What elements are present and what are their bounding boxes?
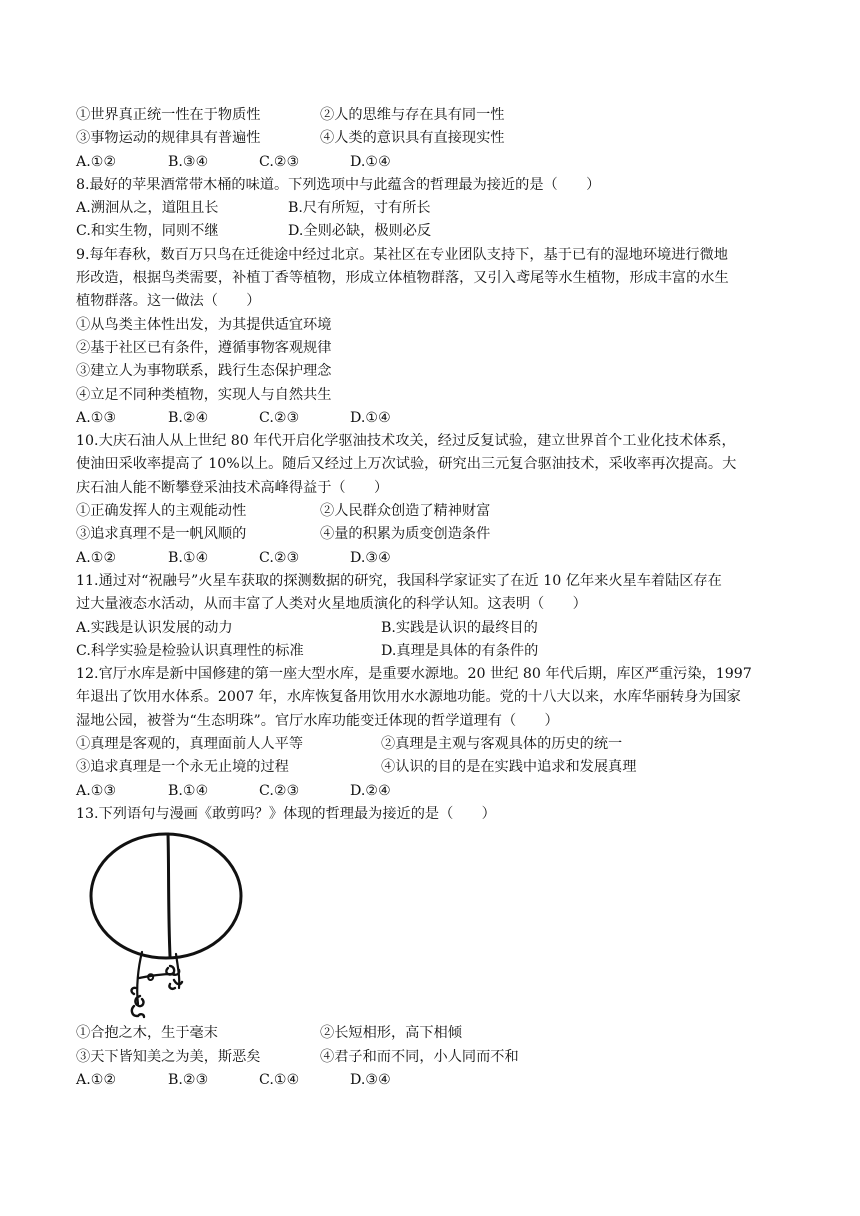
q13-option-4: ④君子和而不同，小人同而不和: [320, 1048, 519, 1065]
q12-answer-b: B.①④: [168, 782, 209, 799]
q11-choices-row-2: [76, 640, 796, 663]
q10-answers: [76, 547, 796, 570]
q13-option-3: ③天下皆知美之为美，斯恶矣: [76, 1048, 261, 1065]
q9-answer-b: B.②④: [168, 409, 209, 426]
cartoon-balloon-drawing: [84, 828, 254, 1022]
q7-answer-b: B.③④: [168, 153, 209, 170]
exam-page: [76, 104, 796, 1092]
q12-stem-2: 年退出了饮用水体系。2007 年，水库恢复备用饮用水水源地功能。党的十八大以来，水库华丽转身为国家: [76, 689, 741, 706]
q10-answer-a: A.①②: [76, 549, 117, 566]
q7-option-2: ②人的思维与存在具有同一性: [320, 107, 505, 123]
q13-option-2: ②长短相形，高下相倾: [320, 1025, 462, 1042]
q7-options-row-2: [76, 127, 796, 150]
q9-stem-3: 植物群落。这一做法（ ）: [76, 293, 261, 310]
q10-option-1: ①正确发挥人的主观能动性: [76, 503, 247, 520]
q13-answer-a: A.①②: [76, 1071, 117, 1088]
q7-option-3: ③事物运动的规律具有普遍性: [76, 130, 261, 147]
q9-answer-d: D.①④: [350, 409, 391, 426]
q9-option-1: ①从鸟类主体性出发，为其提供适宜环境: [76, 316, 332, 333]
q12-option-4: ④认识的目的是在实践中追求和发展真理: [381, 759, 637, 776]
q13-stem: 13.下列语句与漫画《敢剪吗？》体现的哲理最为接近的是（ ）: [76, 805, 496, 822]
q13-answer-c: C.①④: [259, 1071, 300, 1088]
cartoon-circle-outline: [91, 834, 241, 958]
q12-answers: [76, 780, 796, 803]
q13-answer-d: D.③④: [350, 1071, 391, 1088]
q7-answer-c: C.②③: [259, 153, 300, 170]
q10-option-3: ③追求真理不是一帆风顺的: [76, 526, 247, 543]
q8-choice-a: A.溯洄从之，道阻且长: [76, 200, 219, 217]
q7-answer-a: A.①②: [76, 153, 117, 170]
q11-choices-row-1: [76, 617, 796, 640]
q12-stem-1: 12.官厅水库是新中国修建的第一座大型水库，是重要水源地。20 世纪 80 年代后期，库区严重污染，1997: [76, 666, 752, 683]
q9-answers: [76, 407, 796, 430]
q8-choices-row-2: [76, 220, 796, 243]
q10-answer-d: D.③④: [350, 549, 391, 566]
q10-stem-1: 10.大庆石油人从上世纪 80 年代开启化学驱油技术攻关，经过反复试验，建立世界首个工业化技术体系，: [76, 433, 736, 450]
q8-choice-b: B.尺有所短，寸有所长: [288, 200, 431, 217]
q9-answer-a: A.①③: [76, 409, 117, 426]
q10-options-row-2: [76, 523, 796, 546]
q8-choice-d: D.全则必缺，极则必反: [288, 223, 432, 240]
q10-stem-2: 使油田采收率提高了 10%以上。随后又经过上万次试验，研究出三元复合驱油技术，采收率再次提高。大: [76, 456, 737, 473]
q12-answer-c: C.②③: [259, 782, 300, 799]
q13-options-row-2: [76, 1046, 796, 1069]
q10-stem-3: 庆石油人能不断攀登采油技术高峰得益于（ ）: [76, 479, 389, 496]
q12-answer-a: A.①③: [76, 782, 117, 799]
q11-stem-2: 过大量液态水活动，从而丰富了人类对火星地质演化的科学认知。这表明（ ）: [76, 596, 587, 613]
q7-answer-d: D.①④: [350, 153, 391, 170]
q9-option-2: ②基于社区已有条件，遵循事物客观规律: [76, 339, 332, 356]
q12-option-3: ③追求真理是一个永无止境的过程: [76, 759, 289, 776]
q13-answers: [76, 1069, 796, 1092]
q11-choice-c: C.科学实验是检验认识真理性的标准: [76, 642, 304, 659]
q10-option-4: ④量的积累为质变创造条件: [320, 526, 491, 543]
cartoon-center-line: [168, 834, 170, 956]
q9-stem-2: 形改造，根据鸟类需要，补植丁香等植物，形成立体植物群落，又引入鸢尾等水生植物，形成丰富的水生: [76, 270, 729, 287]
q12-option-2: ②真理是主观与客观具体的历史的统一: [381, 736, 623, 753]
q7-answers: [76, 151, 796, 174]
q10-answer-c: C.②③: [259, 549, 300, 566]
q12-options-row-1: [76, 733, 796, 756]
q13-option-1: ①合抱之木，生于毫末: [76, 1025, 218, 1042]
cartoon-figure: [76, 826, 796, 1022]
q9-option-3: ③建立人为事物联系，践行生态保护理念: [76, 363, 332, 380]
q7-options-row-1: [76, 104, 796, 127]
q11-stem-1: 11.通过对“祝融号”火星车获取的探测数据的研究，我国科学家证实了在近 10 亿年来火星车着陆区存在: [76, 572, 722, 589]
q9-stem-1: 9.每年春秋，数百万只鸟在迁徙途中经过北京。某社区在专业团队支持下，基于已有的湿地环境进行微地: [76, 246, 728, 263]
q7-option-4: ④人类的意识具有直接现实性: [320, 130, 505, 147]
q13-options-row-1: [76, 1022, 796, 1045]
q9-option-4: ④立足不同种类植物，实现人与自然共生: [76, 386, 332, 403]
q8-choices-row-1: [76, 197, 796, 220]
q13-answer-b: B.②③: [168, 1071, 209, 1088]
cartoon-knot: [148, 974, 153, 980]
q9-answer-c: C.②③: [259, 409, 300, 426]
q12-option-1: ①真理是客观的，真理面前人人平等: [76, 736, 304, 753]
q10-answer-b: B.①④: [168, 549, 209, 566]
q11-choice-d: D.真理是具体的有条件的: [381, 642, 539, 659]
q12-stem-3: 湿地公园，被誉为“生态明珠”。官厅水库功能变迁体现的哲学道理有（ ）: [76, 712, 559, 729]
q12-options-row-2: [76, 756, 796, 779]
q10-option-2: ②人民群众创造了精神财富: [320, 503, 491, 520]
q7-option-1: ①世界真正统一性在于物质性: [76, 107, 261, 123]
q11-choice-b: B.实践是认识的最终目的: [381, 619, 538, 636]
q8-stem: 8.最好的苹果酒常带木桶的味道。下列选项中与此蕴含的哲理最为接近的是（ ）: [76, 176, 601, 193]
q8-choice-c: C.和实生物，同则不继: [76, 223, 219, 240]
q12-answer-d: D.②④: [350, 782, 391, 799]
q11-choice-a: A.实践是认识发展的动力: [76, 619, 233, 636]
q10-options-row-1: [76, 500, 796, 523]
